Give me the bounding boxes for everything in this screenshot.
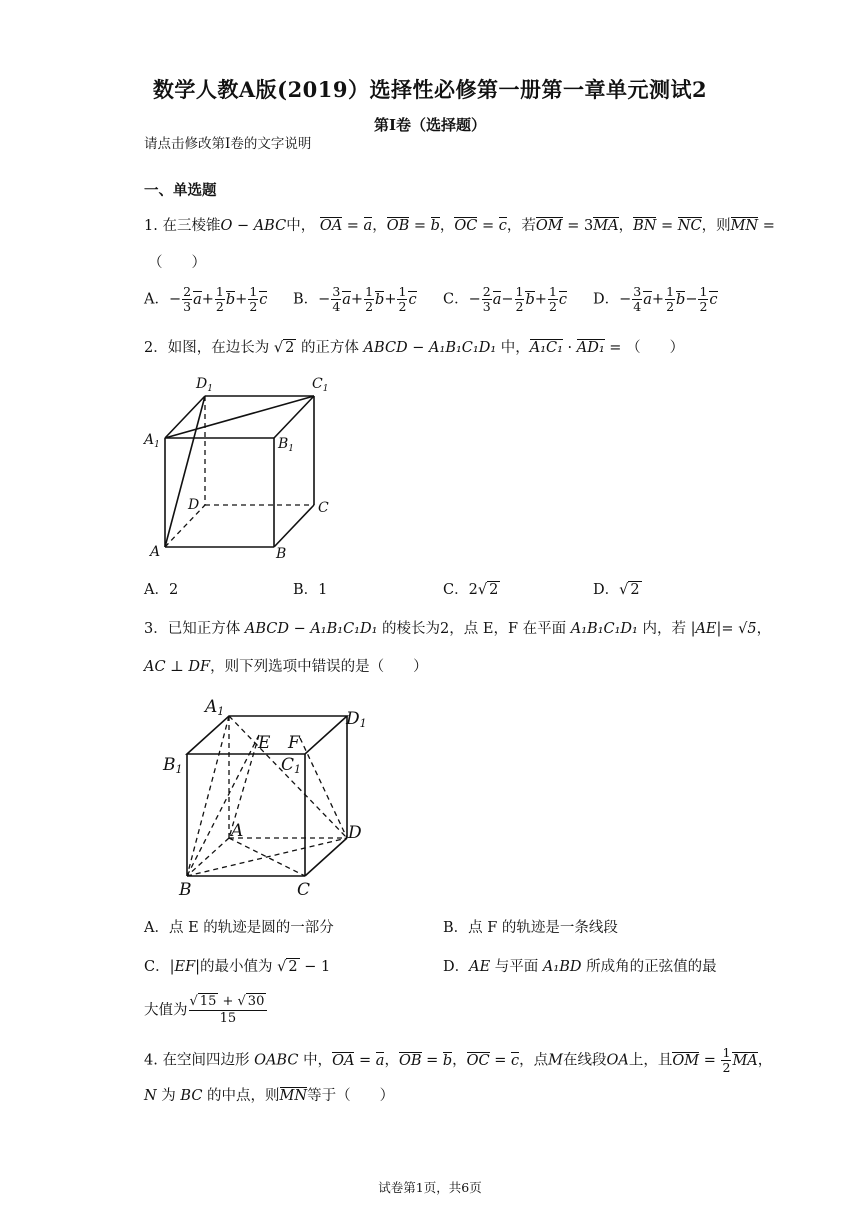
label-b: B [179,880,192,900]
question-4-stem-line2: N 为 BC 的中点，则MN等于（ ） [144,1088,395,1104]
diag-bd [187,838,347,876]
diag-ad1 [165,396,205,547]
q2-option-c[interactable]: C．2√ 2 [443,582,499,598]
page-subtitle: 第I卷（选择题） [373,116,487,134]
label-b1: B1 [163,755,183,776]
q1-option-a[interactable]: A．− $\frac{2}{3}$ a+ $\frac{1}{2}$ b+ $\frac{1}{2}$ c [144,284,268,314]
label-d1: $D_1$ [196,376,213,394]
question-2-figure [138,372,338,562]
instruction-note[interactable]: 请点击修改第I卷的文字说明 [144,136,312,152]
q2-option-b[interactable]: B．1 [293,582,328,598]
question-1-paren: （ ） [148,255,206,271]
page-footer: 试卷第1页，共6页 [378,1180,482,1195]
q3-option-b[interactable]: B．点 F 的轨迹是一条线段 [443,920,618,936]
label-d: D [348,823,362,843]
edge-ab [187,838,229,876]
label-d1: D1 [346,709,367,730]
label-a: A [231,821,244,841]
q2-option-d[interactable]: D．√ 2 [593,582,640,598]
question-1-stem: 1. 在三棱锥O − ABC中， OA = a，OB = b，OC = c，若OM = 3MA，BN = NC，则MN = [144,218,775,234]
label-c: C [297,880,311,900]
edge-cd [305,838,347,876]
question-4-stem-line1: 4. 在空间四边形 OABC 中，OA = a，OB = b，OC = c，点M在线段OA上，且OM = $\frac{1}{2}$ MA， [144,1045,773,1075]
label-d: D [188,497,200,513]
label-c1: $C_1$ [312,376,329,394]
q3-option-d-cont[interactable]: 大值为 $\frac{√ 15 + √ 30}{15}$ [144,994,268,1027]
label-a: A [150,544,161,560]
section-heading: 一、单选题 [144,182,217,199]
question-3-stem-line2: AC ⊥ DF，则下列选项中错误的是（ ） [144,659,428,675]
question-3-figure [155,690,385,900]
label-b1: $B_1$ [278,436,295,454]
question-3-stem-line1: 3．已知正方体 ABCD − A₁B₁C₁D₁ 的棱长为2，点 E，F 在平面 A₁B₁C₁D₁ 内，若 |AE|= √5， [144,621,772,637]
edge-bc [274,505,314,547]
q1-option-c[interactable]: C．− $\frac{2}{3}$ a− $\frac{1}{2}$ b+ $\frac{1}{2}$ c [443,284,568,314]
question-2-stem: 2．如图，在边长为 √ 2 的正方体 ABCD − A₁B₁C₁D₁ 中，A₁C₁ · AD₁ = （ ） [144,340,685,356]
q3-option-a[interactable]: A．点 E 的轨迹是圆的一部分 [144,920,334,936]
label-b: B [276,546,287,562]
q1-option-d[interactable]: D．− $\frac{3}{4}$ a+ $\frac{1}{2}$ b− $\frac{1}{2}$ c [593,284,718,314]
label-e: E [258,733,271,753]
q3-option-c[interactable]: C．|EF|的最小值为 √ 2 − 1 [144,959,331,975]
page-title: 数学人教A版(2019）选择性必修第一册第一章单元测试2 [152,77,708,102]
diag-a1c1 [165,396,314,438]
q1-option-b[interactable]: B．− $\frac{3}{4}$ a+ $\frac{1}{2}$ b+ $\frac{1}{2}$ c [293,284,417,314]
label-a1: $A_1$ [144,432,160,450]
label-a1: A1 [205,697,225,718]
line-eb [187,735,259,876]
q2-option-a[interactable]: A．2 [144,582,179,598]
line-a1b [187,716,229,876]
label-c: C [318,500,329,516]
q3-option-d[interactable]: D．AE 与平面 A₁BD 所成角的正弦值的最 [443,959,717,975]
label-f: F [288,733,300,753]
label-c1: C1 [281,755,302,776]
